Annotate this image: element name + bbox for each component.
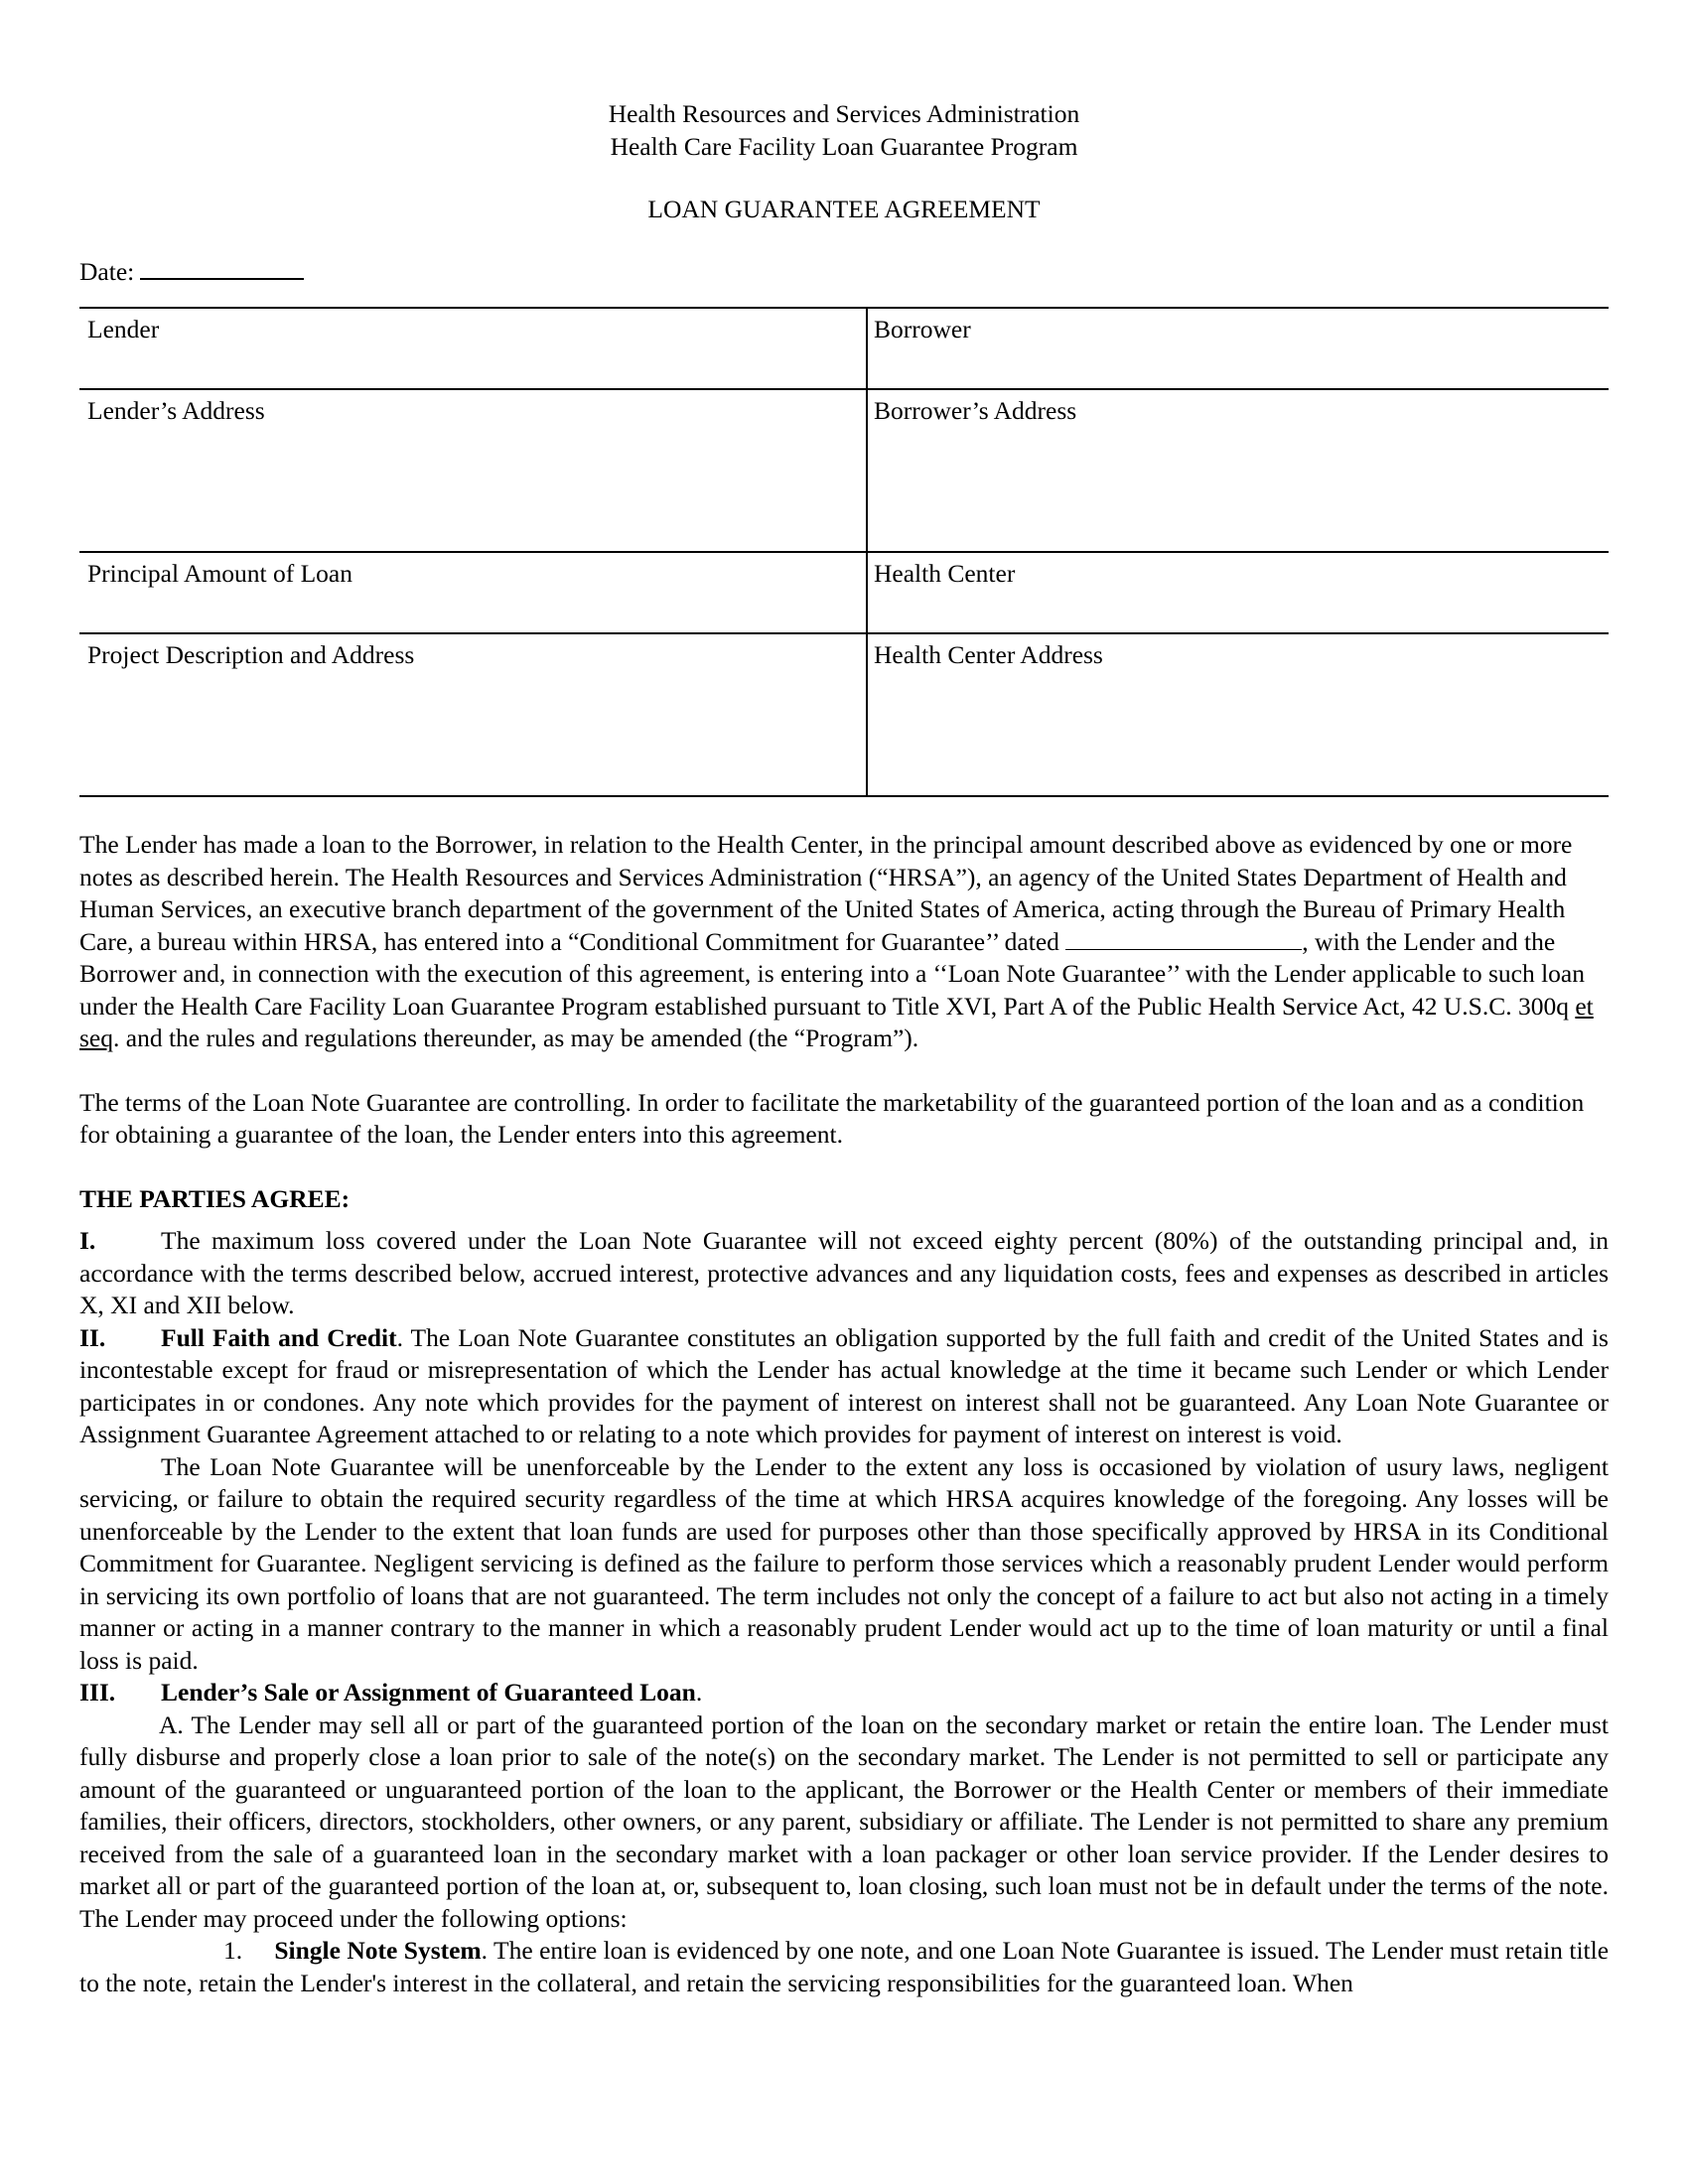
section-2-heading: Full Faith and Credit [161, 1322, 397, 1352]
principal-amount-cell[interactable] [79, 552, 867, 633]
et-text: et [1575, 991, 1594, 1021]
project-description-cell[interactable] [79, 633, 867, 796]
borrower-address-label: Borrower’s Address [874, 396, 1077, 425]
section-1-text: The maximum loss covered under the Loan Note Guarantee will not exceed eighty percent (80%) of the outstanding principal and, in accordance with the terms described below, accrued interest, protective advances and any liquidation costs, fees and expenses as described in articles X, XI and XII below. [79, 1226, 1609, 1319]
date-label: Date: [79, 257, 135, 286]
document-page [79, 97, 1609, 1999]
section-3-a-1-number: 1. [223, 1936, 243, 1965]
commitment-date-blank[interactable] [1065, 927, 1302, 950]
health-center-address-cell[interactable] [867, 633, 1609, 796]
health-center-address-label: Health Center Address [874, 640, 1103, 669]
section-3-number: III. [79, 1678, 116, 1706]
section-2-paragraph-2: The Loan Note Guarantee will be unenforceable by the Lender to the extent any loss is occasioned by violation of usury laws, negligent servicing, or failure to obtain the required security regardless of the time at which HRSA acquires knowledge of the foregoing. Any losses will be unenforceable by the Lender to the extent that loan funds are used for purposes other than those specifically approved by HRSA in its Conditional Commitment for Guarantee. Negligent servicing is defined as the failure to perform those services which a reasonably prudent Lender would perform in servicing its own portfolio of loans that are not guaranteed. The term includes not only the concept of a failure to act but also not acting in a timely manner or acting in a manner contrary to the manner in which a reasonably prudent Lender would act up to the time of loan maturity or until a final loss is paid. [79, 1451, 1609, 1675]
intro-text-a: The Lender has made a loan to the Borrower, in relation to the Health Center, in the principal amount described above as evidenced by one or more notes as described herein. The Health Resources and Services Administration (“HRSA”), an agency of the United States Department of Health and Human Services, an executive branch department of the government of the United States of America, acting through the Bureau of Primary Health Care, a bureau within HRSA, has entered into a “Conditional Commitment for Guarantee’’ dated [79, 830, 1573, 956]
intro-text-b: , with the Lender and the Borrower and, in connection with the execution of this agreement, is entering into a ‘‘Loan Note Guarantee’’ with the Lender applicable to such loan under the Health Care Facility Loan Guarantee Program established pursuant to Title XVI, Part A of the Public Health Service Act, 42 U.S.C. 300q [79, 926, 1586, 1021]
principal-amount-label: Principal Amount of Loan [87, 559, 353, 588]
section-2-text: . The Loan Note Guarantee constitutes an obligation supported by the full faith and credit of the United States and is incontestable except for fraud or misrepresentation of which the Lender has actual knowledge at the time it became such Lender or which Lender participates in or condones. Any note which provides for the payment of interest on interest shall not be guaranteed. Any Loan Note Guarantee or Assignment Guarantee Agreement attached to or relating to a note which provides for payment of interest on interest is void. [79, 1322, 1609, 1448]
borrower-label: Borrower [874, 315, 971, 343]
health-center-cell[interactable] [867, 552, 1609, 633]
section-2-number: II. [79, 1322, 106, 1352]
health-center-label: Health Center [874, 559, 1016, 588]
section-3-a-1-text: . The entire loan is evidenced by one note, and one Loan Note Guarantee is issued. The Lender must retain title to the note, retain the Lender's interest in the collateral, and retain the servicing responsibilities for the guaranteed loan. When [79, 1936, 1610, 1997]
program-name: Health Care Facility Loan Guarantee Program [610, 132, 1078, 161]
section-3-a-1-heading: Single Note System [274, 1936, 482, 1965]
project-description-label: Project Description and Address [87, 640, 415, 669]
intro-paragraph [79, 829, 1609, 1055]
controlling-terms-paragraph: The terms of the Loan Note Guarantee are controlling. In order to facilitate the marketability of the guaranteed portion of the loan and as a condition for obtaining a guarantee of the loan, the Lender enters into this agreement. [79, 1087, 1585, 1149]
date-row [79, 255, 1609, 291]
borrower-address-cell[interactable] [867, 389, 1609, 552]
lender-address-cell[interactable] [79, 389, 867, 552]
seq-text: seq [79, 1024, 113, 1052]
document-header [79, 97, 1609, 163]
lender-cell[interactable] [79, 308, 867, 389]
section-3-period: . [695, 1678, 703, 1706]
section-3-a-1 [79, 1935, 1609, 1999]
section-1-number: I. [79, 1226, 96, 1255]
lender-label: Lender [87, 315, 160, 343]
agency-name: Health Resources and Services Administration [608, 99, 1080, 128]
intro-text-c: . and the rules and regulations thereunder, as may be amended (the “Program”). [113, 1024, 919, 1052]
parties-agree-heading: THE PARTIES AGREE: [79, 1183, 351, 1213]
loan-info-table [79, 307, 1609, 797]
section-1 [79, 1225, 1609, 1322]
document-title: LOAN GUARANTEE AGREEMENT [647, 195, 1041, 223]
section-3-heading: Lender’s Sale or Assignment of Guaranteed Loan [161, 1678, 696, 1706]
borrower-cell[interactable] [867, 308, 1609, 389]
section-3-a: A. The Lender may sell all or part of the guaranteed portion of the loan on the secondary market or retain the entire loan. The Lender must fully disburse and properly close a loan prior to sale of the note(s) on the secondary market. The Lender is not permitted to sell or participate any amount of the guaranteed or unguaranteed portion of the loan to the applicant, the Borrower or the Health Center or members of their immediate families, their officers, directors, stockholders, other owners, or any parent, subsidiary or affiliate. The Lender is not permitted to share any premium received from the sale of a guaranteed loan in the secondary market with a loan packager or other loan service provider. If the Lender desires to market all or part of the guaranteed portion of the loan at, or, subsequent to, loan closing, such loan must not be in default under the terms of the note. The Lender may proceed under the following options: [79, 1709, 1609, 1933]
lender-address-label: Lender’s Address [87, 396, 265, 425]
section-2 [79, 1322, 1609, 1451]
date-field[interactable] [140, 256, 304, 280]
section-3 [79, 1677, 1609, 1709]
